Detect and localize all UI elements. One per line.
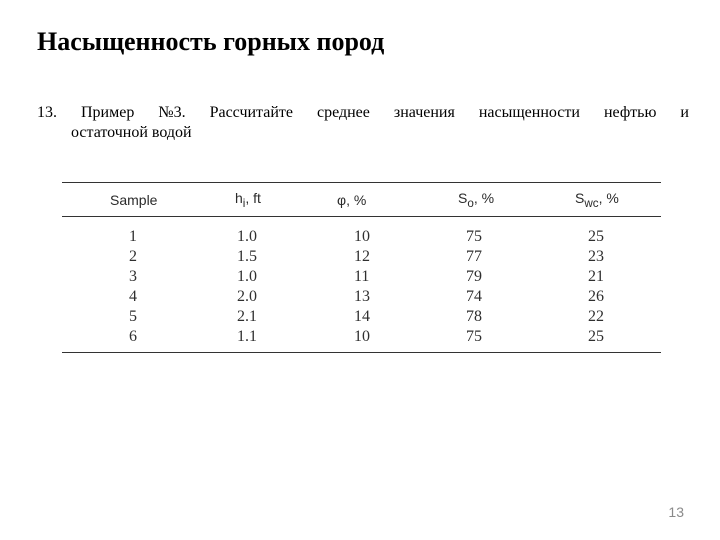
- table-row: [62, 327, 661, 353]
- slide-title: Насыщенность горных пород: [37, 27, 385, 56]
- cell-porosity: 10: [354, 328, 370, 345]
- header-porosity: [316, 183, 426, 217]
- cell-thickness: 2.0: [237, 288, 257, 305]
- page-number: 13: [668, 504, 684, 520]
- header-porosity-unit: , %: [346, 191, 367, 208]
- header-water-saturation-symbol: S: [575, 189, 585, 206]
- cell-sample: 4: [129, 288, 137, 305]
- header-thickness-symbol: h: [235, 189, 243, 206]
- task-number: 13.: [37, 104, 57, 121]
- header-thickness-label: [235, 190, 261, 210]
- cell-water-saturation: 26: [588, 288, 604, 305]
- cell-water-saturation: 25: [588, 228, 604, 245]
- task-word: и: [680, 104, 689, 121]
- header-sample: [62, 183, 202, 217]
- header-oil-saturation-subscript: o: [467, 196, 474, 210]
- header-thickness-unit: , ft: [245, 189, 261, 206]
- header-water-saturation-unit: , %: [598, 189, 619, 206]
- task-statement: [37, 103, 689, 143]
- cell-water-saturation: 21: [588, 268, 604, 285]
- cell-oil-saturation: 77: [466, 248, 482, 265]
- cell-thickness: 2.1: [237, 308, 257, 325]
- cell-water-saturation: 25: [588, 328, 604, 345]
- table-row: [62, 307, 661, 327]
- task-word: №3.: [158, 104, 186, 121]
- task-line-2: остаточной водой: [71, 124, 192, 141]
- table-row: [62, 217, 661, 248]
- table-row: [62, 247, 661, 267]
- cell-sample: 3: [129, 268, 137, 285]
- cell-thickness: 1.0: [237, 268, 257, 285]
- cell-oil-saturation: 75: [466, 228, 482, 245]
- task-word: нефтью: [603, 104, 657, 121]
- table-row: [62, 287, 661, 307]
- task-word: Рассчитайте: [209, 104, 293, 121]
- header-thickness-subscript: i: [242, 196, 246, 210]
- cell-oil-saturation: 79: [466, 268, 482, 285]
- cell-porosity: 12: [354, 248, 370, 265]
- cell-sample: 1: [129, 228, 137, 245]
- header-water-saturation-label: [575, 190, 619, 210]
- header-oil-saturation: [426, 183, 546, 217]
- cell-porosity: 11: [354, 268, 370, 285]
- task-line-1: [37, 103, 689, 123]
- header-water-saturation: [546, 183, 661, 217]
- header-oil-saturation-unit: , %: [473, 189, 495, 206]
- cell-sample: 5: [129, 308, 137, 325]
- table-row: [62, 267, 661, 287]
- cell-porosity: 14: [354, 308, 370, 325]
- cell-water-saturation: 22: [588, 308, 604, 325]
- cell-thickness: 1.1: [237, 328, 257, 345]
- task-word: значения: [393, 104, 455, 121]
- header-porosity-label: [337, 192, 366, 208]
- task-word: среднее: [316, 104, 370, 121]
- header-oil-saturation-label: [458, 190, 494, 210]
- cell-porosity: 13: [354, 288, 370, 305]
- cell-porosity: 10: [354, 228, 370, 245]
- cell-thickness: 1.5: [237, 248, 257, 265]
- header-oil-saturation-symbol: S: [458, 189, 468, 206]
- cell-sample: 2: [129, 248, 137, 265]
- header-thickness: [202, 183, 316, 217]
- table-header-row: [62, 183, 661, 217]
- cell-water-saturation: 23: [588, 248, 604, 265]
- saturation-data-table: [62, 182, 661, 353]
- cell-sample: 6: [129, 328, 137, 345]
- header-porosity-symbol: φ: [337, 191, 347, 208]
- cell-thickness: 1.0: [237, 228, 257, 245]
- task-word: насыщенности: [478, 104, 580, 121]
- header-water-saturation-subscript: wc: [584, 196, 599, 210]
- header-sample-label: Sample: [110, 191, 158, 208]
- task-word: Пример: [80, 104, 135, 121]
- cell-oil-saturation: 74: [466, 288, 482, 305]
- cell-oil-saturation: 78: [466, 308, 482, 325]
- cell-oil-saturation: 75: [466, 328, 482, 345]
